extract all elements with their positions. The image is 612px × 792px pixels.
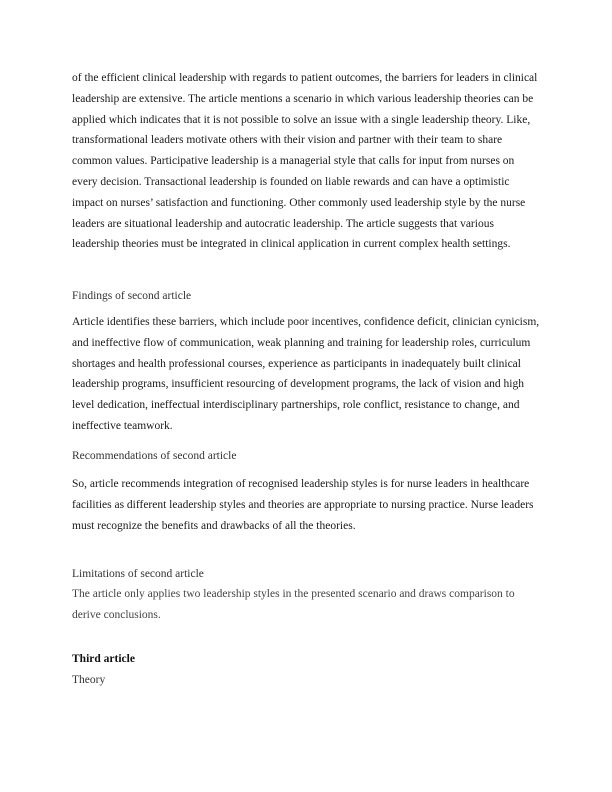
paragraph-text: of the efficient clinical leadership with regards to patient outcomes, the barriers for leaders in clinical leadership are extensive. The article mentions a scenario in which various leadership theories can be applied which indicates that it is not possible to solve an issue with a single leadership theory. Like, transformational leaders motivate others with their vision and partner with their team to share common values. Participative leadership is a managerial style that calls for input from nurses on every decision. Transactional leadership is founded on liable rewards and can have a optimistic impact on nurses’ satisfaction and functioning. Other commonly used leadership style by the nurse leaders are situational leadership and autocratic leadership. The article suggests that various leadership theories must be integrated in clinical application in current complex health settings. bbox=[72, 72, 538, 251]
subsection-heading: Theory bbox=[72, 674, 106, 686]
paragraph-limitations bbox=[72, 584, 542, 626]
paragraph-intro bbox=[72, 68, 542, 255]
heading-third-article bbox=[72, 651, 542, 667]
paragraph-findings bbox=[72, 312, 542, 437]
paragraph-text: So, article recommends integration of recognised leadership styles is for nurse leaders in healthcare facilities as different leadership styles and theories are appropriate to nursing practice. Nurse leaders must recognize the benefits and drawbacks of all the theories. bbox=[72, 478, 534, 532]
section-heading: Limitations of second article bbox=[72, 568, 204, 580]
section-heading: Recommendations of second article bbox=[72, 450, 237, 462]
section-heading: Findings of second article bbox=[72, 290, 192, 302]
paragraph-recommendations bbox=[72, 474, 542, 536]
paragraph-text: Article identifies these barriers, which include poor incentives, confidence deficit, clinician cynicism, and ineffective flow of communication, weak planning and training for leadership roles, curriculum shortages and health professional courses, experience as participants in inadequately built clinical leadership programs, insufficient resourcing of development programs, the lack of vision and high level dedication, ineffectual interdisciplinary partnerships, role conflict, resistance to change, and ineffective teamwork. bbox=[72, 316, 540, 432]
heading-limitations bbox=[72, 566, 542, 582]
section-heading: Third article bbox=[72, 653, 135, 665]
heading-recommendations bbox=[72, 448, 542, 464]
heading-findings bbox=[72, 288, 542, 304]
paragraph-text: The article only applies two leadership styles in the presented scenario and draws comparison to derive conclusions. bbox=[72, 588, 515, 621]
heading-theory bbox=[72, 672, 542, 688]
